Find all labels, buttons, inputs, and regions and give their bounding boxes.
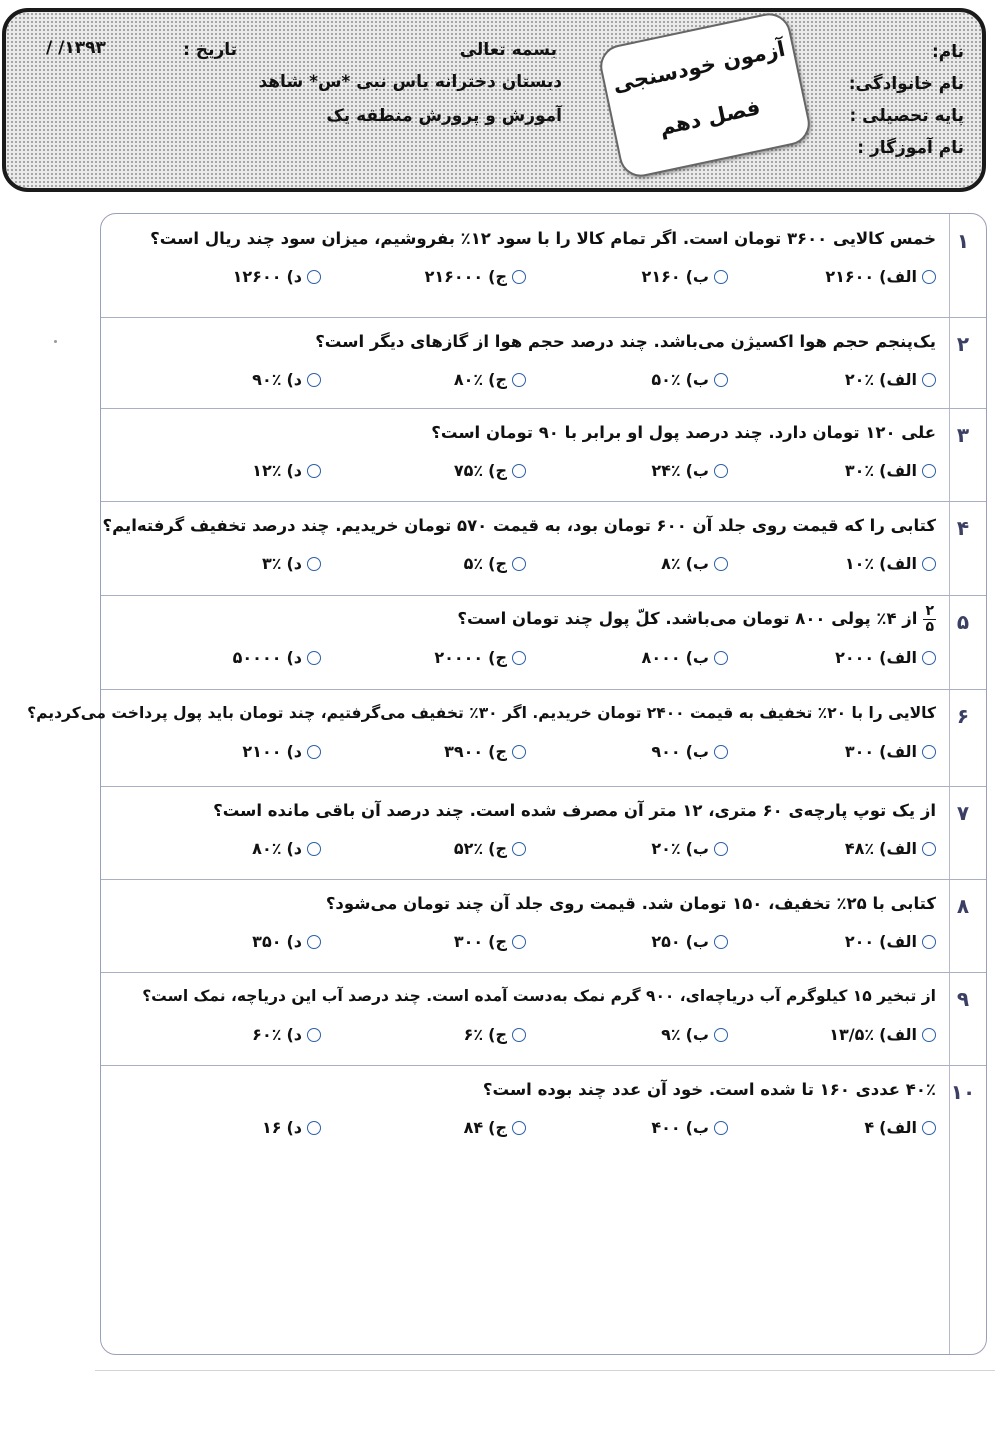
option-label: ج) <box>488 1025 507 1044</box>
teacher-label: نام آموزگار : <box>857 138 964 158</box>
option-value: ۲۰٪ <box>651 839 681 858</box>
radio-circle-icon[interactable] <box>307 745 321 759</box>
option-value: ۵۰٪ <box>651 370 681 389</box>
radio-circle-icon[interactable] <box>922 464 936 478</box>
radio-circle-icon[interactable] <box>714 745 728 759</box>
radio-circle-icon[interactable] <box>922 935 936 949</box>
option-label: د) <box>286 742 302 761</box>
question-3 <box>101 409 986 502</box>
radio-circle-icon[interactable] <box>922 1121 936 1135</box>
option-c[interactable] <box>454 461 526 480</box>
option-c[interactable] <box>464 1025 526 1044</box>
family-name-label: نام خانوادگی: <box>848 74 964 94</box>
option-label: ب) <box>685 1025 709 1044</box>
radio-circle-icon[interactable] <box>512 373 526 387</box>
option-value: ۳۵۰ <box>252 932 282 951</box>
option-d[interactable] <box>252 1025 321 1044</box>
option-b[interactable] <box>651 1118 728 1137</box>
radio-circle-icon[interactable] <box>714 1028 728 1042</box>
question-text: خمس کالایی ۳۶۰۰ تومان است. اگر تمام کالا را با سود ۱۲٪ بفروشیم، میزان سود چند ریال است؟ <box>150 229 936 248</box>
option-label: ج) <box>488 932 507 951</box>
question-text: کتابی با ۲۵٪ تخفیف، ۱۵۰ تومان شد. قیمت روی جلد آن چند تومان می‌شود؟ <box>325 894 936 913</box>
page-bottom-rule <box>95 1370 995 1371</box>
option-label: د) <box>286 554 302 573</box>
option-label: ب) <box>685 554 709 573</box>
option-label: الف) <box>879 1118 917 1137</box>
question-number: ۹ <box>956 987 970 1011</box>
question-6 <box>27 690 986 787</box>
option-d[interactable] <box>252 839 321 858</box>
education-department: آموزش و پرورش منطقه یک <box>326 106 562 126</box>
option-value: ۵٪ <box>463 554 484 573</box>
school-name: دبستان دخترانه یاس نبی *س* شاهد <box>258 72 562 92</box>
option-label: ب) <box>685 267 709 286</box>
option-value: ۲۰٪ <box>844 370 875 389</box>
question-text: یک‌پنجم حجم هوا اکسیژن می‌باشد. چند درصد حجم هوا از گازهای دیگر است؟ <box>315 332 936 351</box>
radio-circle-icon[interactable] <box>307 1028 321 1042</box>
radio-circle-icon[interactable] <box>512 745 526 759</box>
radio-circle-icon[interactable] <box>307 1121 321 1135</box>
option-label: د) <box>286 461 302 480</box>
option-a[interactable] <box>829 1025 936 1044</box>
option-value: ۱۶ <box>261 1118 282 1137</box>
option-label: د) <box>286 370 302 389</box>
option-b[interactable] <box>651 370 728 389</box>
option-a[interactable] <box>825 267 936 286</box>
radio-circle-icon[interactable] <box>307 464 321 478</box>
option-label: الف) <box>879 932 917 951</box>
fraction <box>923 604 936 635</box>
option-c[interactable] <box>454 839 526 858</box>
option-a[interactable] <box>864 1118 936 1137</box>
option-value: ۲۱۶۰۰۰ <box>424 267 484 286</box>
option-value: ۳۰۰ <box>844 742 875 761</box>
option-label: ج) <box>488 461 507 480</box>
question-number: ۵ <box>956 610 970 634</box>
radio-circle-icon[interactable] <box>512 557 526 571</box>
option-label: الف) <box>879 370 917 389</box>
radio-circle-icon[interactable] <box>307 651 321 665</box>
option-value: ۶۰٪ <box>252 1025 282 1044</box>
radio-circle-icon[interactable] <box>307 270 321 284</box>
scan-speck <box>54 340 57 343</box>
question-text: ۴۰٪ عددی ۱۶۰ تا شده است. خود آن عدد چند بوده است؟ <box>482 1080 936 1099</box>
question-number: ۶ <box>956 704 970 728</box>
radio-circle-icon[interactable] <box>512 270 526 284</box>
option-label: الف) <box>879 267 917 286</box>
option-d[interactable] <box>252 461 321 480</box>
question-number: ۱ <box>956 229 970 253</box>
option-label: ج) <box>488 742 507 761</box>
radio-circle-icon[interactable] <box>714 373 728 387</box>
radio-circle-icon[interactable] <box>307 935 321 949</box>
radio-circle-icon[interactable] <box>512 842 526 856</box>
option-value: ۴۸٪ <box>844 839 875 858</box>
option-value: ۳۹۰۰ <box>444 742 484 761</box>
option-value: ۹۰۰ <box>651 742 681 761</box>
option-d[interactable] <box>233 648 321 667</box>
option-value: ۲۰۰۰ <box>835 648 875 667</box>
fraction-denominator: ۵ <box>925 619 934 635</box>
option-label: د) <box>286 932 302 951</box>
question-8 <box>101 880 986 973</box>
option-value: ۲۵۰ <box>651 932 681 951</box>
radio-circle-icon[interactable] <box>714 464 728 478</box>
radio-circle-icon[interactable] <box>714 651 728 665</box>
radio-circle-icon[interactable] <box>714 1121 728 1135</box>
option-a[interactable] <box>845 554 936 573</box>
option-value: ۷۵٪ <box>453 461 484 480</box>
option-label: ج) <box>488 648 507 667</box>
option-b[interactable] <box>651 839 728 858</box>
radio-circle-icon[interactable] <box>714 935 728 949</box>
option-label: الف) <box>879 742 917 761</box>
question-text: از تبخیر ۱۵ کیلوگرم آب دریاچه‌ای، ۹۰۰ گرم نمک به‌دست آمده است. چند درصد آب این دریاچه، نمک است؟ <box>142 987 936 1005</box>
option-value: ۲۱۶۰۰ <box>825 267 875 286</box>
option-d[interactable] <box>252 932 321 951</box>
option-label: الف) <box>879 648 917 667</box>
radio-circle-icon[interactable] <box>922 373 936 387</box>
option-value: ۸۰٪ <box>453 370 484 389</box>
option-label: ج) <box>488 554 507 573</box>
question-text: علی ۱۲۰ تومان دارد. چند درصد پول او برابر با ۹۰ تومان است؟ <box>431 423 936 442</box>
radio-circle-icon[interactable] <box>714 557 728 571</box>
option-label: د) <box>286 1118 302 1137</box>
question-1 <box>101 215 986 318</box>
radio-circle-icon[interactable] <box>922 651 936 665</box>
grade-label: پایه تحصیلی : <box>849 106 964 126</box>
radio-circle-icon[interactable] <box>512 1121 526 1135</box>
question-5 <box>101 596 986 690</box>
option-value: ۸۴ <box>463 1118 484 1137</box>
option-value: ۱۰٪ <box>844 554 875 573</box>
option-c[interactable] <box>434 648 526 667</box>
option-b[interactable] <box>651 932 728 951</box>
radio-circle-icon[interactable] <box>714 270 728 284</box>
option-label: ب) <box>685 461 709 480</box>
radio-circle-icon[interactable] <box>512 935 526 949</box>
option-a[interactable] <box>845 461 936 480</box>
question-number: ۷ <box>956 801 970 825</box>
option-value: ۳۰٪ <box>844 461 875 480</box>
question-text: کالایی را با ۲۰٪ تخفیف به قیمت ۲۴۰۰ تومان خریدیم. اگر ۳۰٪ تخفیف می‌گرفتیم، چند تومان باید پول پرداخت می‌کردیم؟ <box>27 704 936 722</box>
option-value: ۴۰۰ <box>651 1118 681 1137</box>
option-value: ۱۳/۵٪ <box>829 1025 875 1044</box>
radio-circle-icon[interactable] <box>307 557 321 571</box>
date-value: / /۱۳۹۳ <box>46 38 106 58</box>
option-b[interactable] <box>642 267 728 286</box>
option-a[interactable] <box>845 839 936 858</box>
option-label: ج) <box>488 370 507 389</box>
option-label: ب) <box>685 648 709 667</box>
option-label: ج) <box>488 839 507 858</box>
stamp-chapter: فصل دهم <box>657 95 763 140</box>
option-a[interactable] <box>845 370 936 389</box>
question-number: ۳ <box>956 423 970 447</box>
option-d[interactable] <box>252 370 321 389</box>
option-c[interactable] <box>454 370 526 389</box>
option-d[interactable] <box>233 267 321 286</box>
question-number: ۸ <box>956 894 970 918</box>
radio-circle-icon[interactable] <box>307 842 321 856</box>
option-d[interactable] <box>262 1118 321 1137</box>
option-value: ۱۲٪ <box>252 461 282 480</box>
radio-circle-icon[interactable] <box>307 373 321 387</box>
option-value: ۲۱۶۰ <box>641 267 681 286</box>
option-label: الف) <box>879 554 917 573</box>
question-9 <box>101 973 986 1066</box>
option-b[interactable] <box>661 1025 728 1044</box>
question-number: ۱۰ <box>950 1080 976 1104</box>
bismillah: بسمه تعالی <box>459 40 557 60</box>
option-label: الف) <box>879 461 917 480</box>
option-c[interactable] <box>454 932 526 951</box>
name-label: نام: <box>931 42 964 62</box>
question-7 <box>101 787 986 880</box>
radio-circle-icon[interactable] <box>714 842 728 856</box>
option-value: ۵۲٪ <box>453 839 484 858</box>
radio-circle-icon[interactable] <box>922 557 936 571</box>
option-value: ۲۴٪ <box>651 461 681 480</box>
option-value: ۲۰۰ <box>844 932 875 951</box>
option-label: د) <box>286 267 302 286</box>
radio-circle-icon[interactable] <box>922 270 936 284</box>
option-label: الف) <box>879 839 917 858</box>
stamp-title: آزمون خودسنجی <box>610 36 788 97</box>
option-value: ۸۰۰۰ <box>641 648 681 667</box>
option-value: ۲۱۰۰ <box>242 742 282 761</box>
option-c[interactable] <box>444 742 526 761</box>
option-value: ۹۰٪ <box>252 370 282 389</box>
option-c[interactable] <box>464 1118 526 1137</box>
radio-circle-icon[interactable] <box>922 1028 936 1042</box>
option-label: ب) <box>685 932 709 951</box>
option-label: ج) <box>488 267 507 286</box>
option-value: ۸٪ <box>661 554 681 573</box>
option-b[interactable] <box>642 648 728 667</box>
option-value: ۹٪ <box>661 1025 681 1044</box>
radio-circle-icon[interactable] <box>512 651 526 665</box>
option-label: الف) <box>879 1025 917 1044</box>
option-b[interactable] <box>661 554 728 573</box>
option-label: ج) <box>488 1118 507 1137</box>
option-label: ب) <box>685 742 709 761</box>
option-label: د) <box>286 1025 302 1044</box>
option-d[interactable] <box>262 554 321 573</box>
option-value: ۳۰۰ <box>453 932 484 951</box>
option-c[interactable] <box>425 267 526 286</box>
option-b[interactable] <box>651 461 728 480</box>
fraction-numerator: ۲ <box>925 603 934 619</box>
question-text: از یک توپ پارچه‌ی ۶۰ متری، ۱۲ متر آن مصرف شده است. چند درصد آن باقی مانده است؟ <box>213 801 936 820</box>
option-value: ۱۲۶۰۰ <box>232 267 282 286</box>
option-value: ۶٪ <box>463 1025 484 1044</box>
option-a[interactable] <box>835 648 936 667</box>
radio-circle-icon[interactable] <box>922 842 936 856</box>
option-label: ب) <box>685 370 709 389</box>
option-value: ۵۰۰۰۰ <box>232 648 282 667</box>
option-d[interactable] <box>242 742 321 761</box>
question-text: کتابی را که قیمت روی جلد آن ۶۰۰ تومان بود، به قیمت ۵۷۰ تومان خریدیم. چند درصد تخفیف گرفته‌ایم؟ <box>102 516 936 535</box>
option-b[interactable] <box>651 742 728 761</box>
question-text-body: از ۴٪ پولی ۸۰۰ تومان می‌باشد. کلّ پول چند تومان است؟ <box>457 609 918 628</box>
option-label: ب) <box>685 839 709 858</box>
option-value: ۲۰۰۰۰ <box>434 648 484 667</box>
radio-circle-icon[interactable] <box>512 1028 526 1042</box>
option-label: ب) <box>685 1118 709 1137</box>
option-c[interactable] <box>464 554 526 573</box>
radio-circle-icon[interactable] <box>512 464 526 478</box>
option-value: ۸۰٪ <box>252 839 282 858</box>
exam-header <box>2 8 986 192</box>
question-4 <box>101 502 986 596</box>
option-a[interactable] <box>845 742 936 761</box>
question-10 <box>101 1066 986 1162</box>
option-label: د) <box>286 648 302 667</box>
question-text <box>457 604 936 635</box>
radio-circle-icon[interactable] <box>922 745 936 759</box>
question-number: ۲ <box>956 332 970 356</box>
question-number: ۴ <box>956 516 970 540</box>
option-value: ۴ <box>864 1118 875 1137</box>
question-2 <box>101 318 986 409</box>
option-value: ۳٪ <box>261 554 282 573</box>
date-label: تاریخ : <box>183 40 237 60</box>
option-a[interactable] <box>845 932 936 951</box>
option-label: د) <box>286 839 302 858</box>
